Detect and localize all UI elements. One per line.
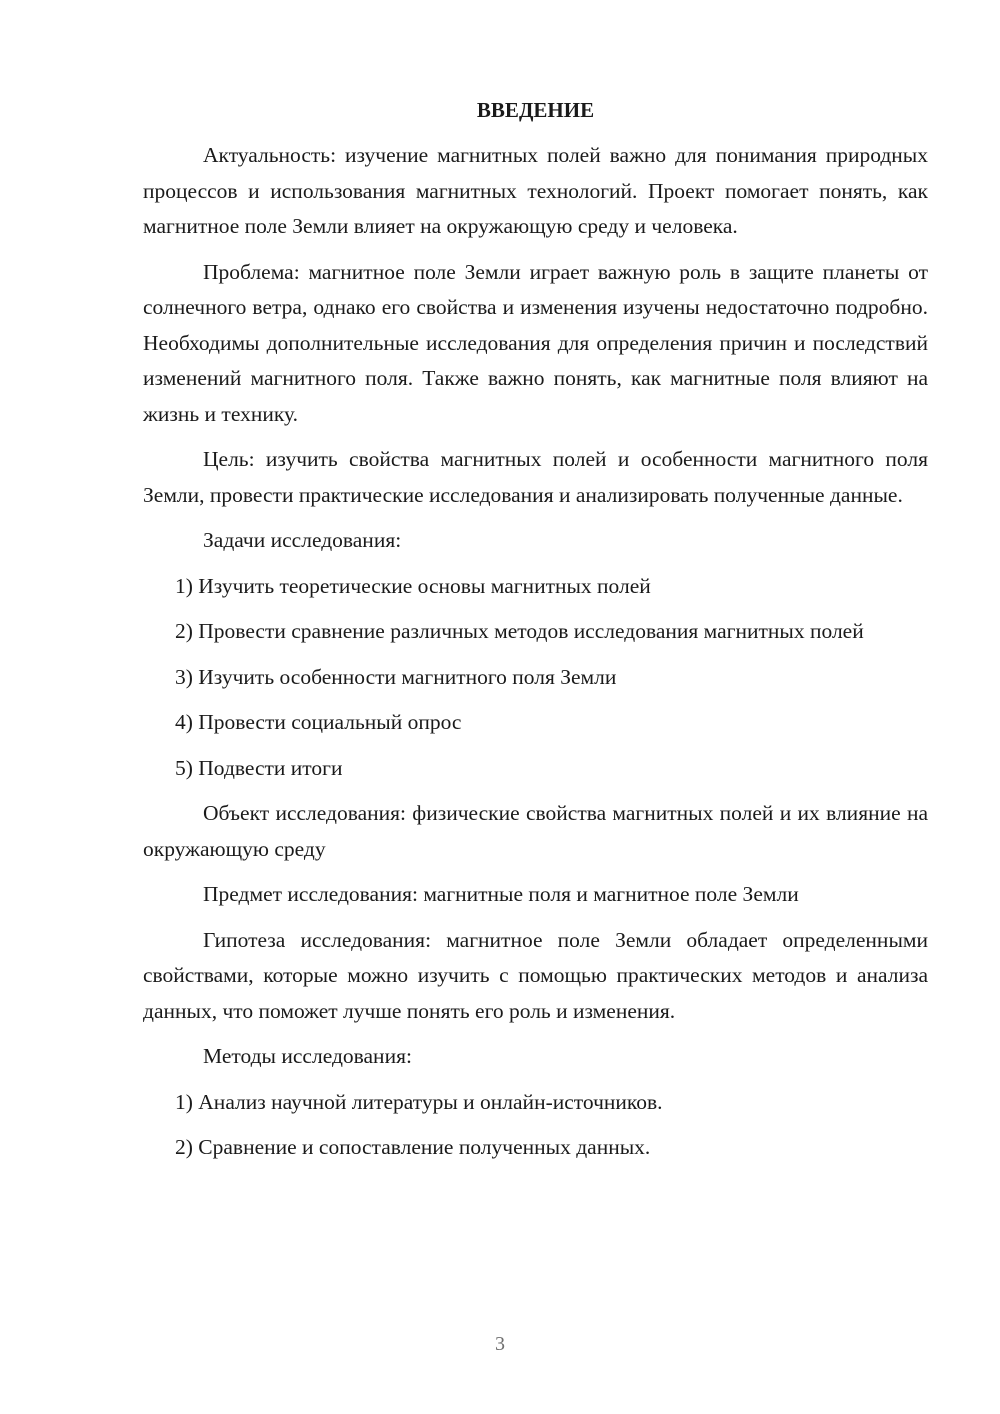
task-item-1: 1) Изучить теоретические основы магнитных полей [175, 573, 651, 598]
goal-paragraph: Цель: изучить свойства магнитных полей и особенности магнитного поля Земли, провести практические исследования и анализировать полученные данные. [143, 447, 928, 507]
hypothesis-paragraph: Гипотеза исследования: магнитное поле Земли обладает определенными свойствами, которые можно изучить с помощью практических методов и анализа данных, что поможет лучше понять его роль и изменения. [143, 927, 928, 1023]
document-page [143, 92, 928, 1176]
object-paragraph: Объект исследования: физические свойства магнитных полей и их влияние на окружающую среду [143, 801, 928, 861]
method-item-2: 2) Сравнение и сопоставление полученных данных. [175, 1135, 651, 1159]
methods-heading: Методы исследования: [203, 1044, 412, 1068]
tasks-heading: Задачи исследования: [203, 528, 402, 552]
task-item-3: 3) Изучить особенности магнитного поля Земли [175, 664, 617, 689]
method-item-1: 1) Анализ научной литературы и онлайн-источников. [175, 1089, 663, 1114]
page-title: ВВЕДЕНИЕ [476, 98, 595, 122]
task-item-2: 2) Провести сравнение различных методов исследования магнитных полей [175, 619, 864, 643]
subject-paragraph: Предмет исследования: магнитные поля и магнитное поле Земли [203, 882, 799, 906]
problem-paragraph: Проблема: магнитное поле Земли играет важную роль в защите планеты от солнечного ветра, однако его свойства и изменения изучены недостаточно подробно. Необходимы дополнительные исследования для определения причин и последствий изменений магнитного поля. Также важно понять, как магнитные поля влияют на жизнь и технику. [143, 259, 928, 426]
task-item-5: 5) Подвести итоги [175, 755, 343, 780]
page-number: 3 [495, 1333, 505, 1355]
task-item-4: 4) Провести социальный опрос [175, 710, 462, 734]
relevance-paragraph: Актуальность: изучение магнитных полей важно для понимания природных процессов и использования магнитных технологий. Проект помогает понять, как магнитное поле Земли влияет на окружающую среду и человека. [143, 143, 928, 238]
